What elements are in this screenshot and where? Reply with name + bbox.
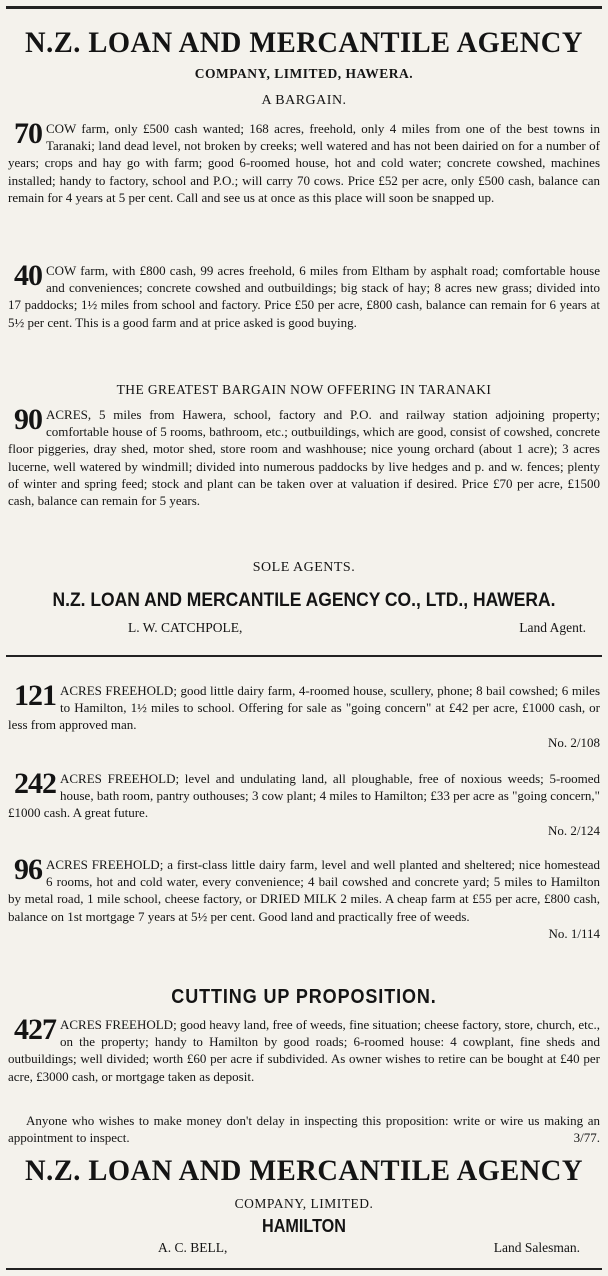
- closing-ref: 3/77.: [573, 1130, 600, 1146]
- listing-70: [8, 117, 600, 206]
- listing-ref: No. 1/114: [548, 925, 600, 941]
- listing-number: 96: [14, 853, 42, 886]
- bargain-heading: A BARGAIN.: [261, 93, 347, 108]
- header-title: N.Z. LOAN AND MERCANTILE AGENCY: [25, 26, 583, 59]
- listing-number: 40: [14, 259, 42, 292]
- listing-ref: No. 2/108: [548, 734, 600, 750]
- listing-242: [8, 767, 600, 839]
- section-rule: [6, 655, 602, 657]
- listing-427: [8, 1013, 600, 1085]
- listing-text: COW farm, with £800 cash, 99 acres freehold, 6 miles from Eltham by asphalt road; comfortable house and conveniences; concrete cowshed and outbuildings; big stack of hay; 8 acres new grass; divided into 17 paddocks; 1½ miles from school and factory. Price £50 per acre, £800 cash, balance can remain for 6 years at 5½ per cent. This is a good farm and at price asked is good buying.: [8, 263, 600, 330]
- listing-number: 242: [14, 767, 56, 800]
- listing-40: [8, 259, 600, 331]
- bottom-rule: [6, 1268, 602, 1270]
- cutting-up-heading: CUTTING UP PROPOSITION.: [171, 986, 437, 1008]
- header-subtitle: COMPANY, LIMITED, HAWERA.: [194, 66, 414, 81]
- listing-text: ACRES FREEHOLD; good heavy land, free of weeds, fine situation; cheese factory, store, church, etc., on the property; handy to Hamilton by good roads; 6-roomed house: 4 cowplant, fine sheds and outbuildings; well divided; worth £60 per acre if subdivided. As owner wishes to retire can be bought at £40 per acre, £3000 cash, or mortgage taken as deposit.: [8, 1017, 600, 1084]
- listing-number: 70: [14, 117, 42, 150]
- listing-ref: No. 2/124: [548, 822, 600, 838]
- agent-name: L. W. CATCHPOLE,: [128, 620, 243, 635]
- listing-number: 121: [14, 679, 56, 712]
- listing-90: [8, 403, 600, 509]
- listing-number: 90: [14, 403, 42, 436]
- listing-text: ACRES FREEHOLD; level and undulating land, all ploughable, free of noxious weeds; 5-roomed house, bath room, pantry outhouses; 3 cow plant; 4 miles to Hamilton; £33 per acre as "going concern," £1000 cash. A great future.: [8, 771, 600, 821]
- footer-title: N.Z. LOAN AND MERCANTILE AGENCY: [25, 1154, 583, 1187]
- footer-place: HAMILTON: [261, 1216, 346, 1236]
- footer-subtitle: COMPANY, LIMITED.: [234, 1196, 374, 1211]
- top-rule: [6, 6, 602, 9]
- greatest-bargain-heading: THE GREATEST BARGAIN NOW OFFERING IN TARANAKI: [116, 382, 492, 397]
- closing-text: Anyone who wishes to make money don't delay in inspecting this proposition: write or wire us making an appointment to inspect.: [8, 1113, 600, 1146]
- listing-96: [8, 853, 600, 942]
- listing-121: [8, 679, 600, 751]
- closing-paragraph: [8, 1112, 600, 1146]
- listing-text: ACRES, 5 miles from Hawera, school, factory and P.O. and railway station adjoining property; comfortable house of 5 rooms, bathroom, etc.; outbuildings, which are good, consist of cowshed, concrete floor piggeries, dray shed, motor shed, store room and washhouse; nice young orchard (about 1 acre); 3 acres lucerne, well watered by windmill; divided into numerous paddocks by live hedges and p. and w. fences; plenty of winter and spring feed; stock and plant can be taken over at valuation if desired. Price £70 per acre, £1500 cash, balance can remain for 5 years.: [8, 407, 600, 509]
- sole-agents-heading: SOLE AGENTS.: [252, 560, 356, 575]
- footer-role: Land Salesman.: [493, 1240, 580, 1255]
- listing-number: 427: [14, 1013, 56, 1046]
- listing-text: ACRES FREEHOLD; a first-class little dairy farm, level and well planted and sheltered; nice homestead 6 rooms, hot and cold water, every convenience; 4 bail cowshed and concrete yard; 5 miles to Hamilton by metal road, 1 mile school, cheese factory, or DRIED MILK 2 miles. A cheap farm at £55 per acre, £800 cash, balance on 1st mortgage 7 years at 5½ per cent. Good land and practically free of weeds.: [8, 857, 600, 924]
- agent-role: Land Agent.: [519, 620, 586, 635]
- footer-name: A. C. BELL,: [158, 1240, 228, 1255]
- listing-text: COW farm, only £500 cash wanted; 168 acres, freehold, only 4 miles from one of the best towns in Taranaki; land dead level, not broken by creeks; well watered and has not been dairied on for a number of years; crops and hay go with farm; good 6-roomed house, hot and cold water; concrete cowshed, machines installed; handy to factory, school and P.O.; will carry 70 cows. Price £52 per acre, only £500 cash, balance can remain for 4 years at 5 per cent. Call and see us at once as this place will soon be snapped up.: [8, 121, 600, 205]
- agency-line: N.Z. LOAN AND MERCANTILE AGENCY CO., LTD., HAWERA.: [52, 590, 556, 611]
- listing-text: ACRES FREEHOLD; good little dairy farm, 4-roomed house, scullery, phone; 8 bail cowshed; 6 miles to Hamilton, 1½ miles to school. Offering for sale as "going concern" at £42 per acre, £1000 cash, or less from approved man.: [8, 683, 600, 733]
